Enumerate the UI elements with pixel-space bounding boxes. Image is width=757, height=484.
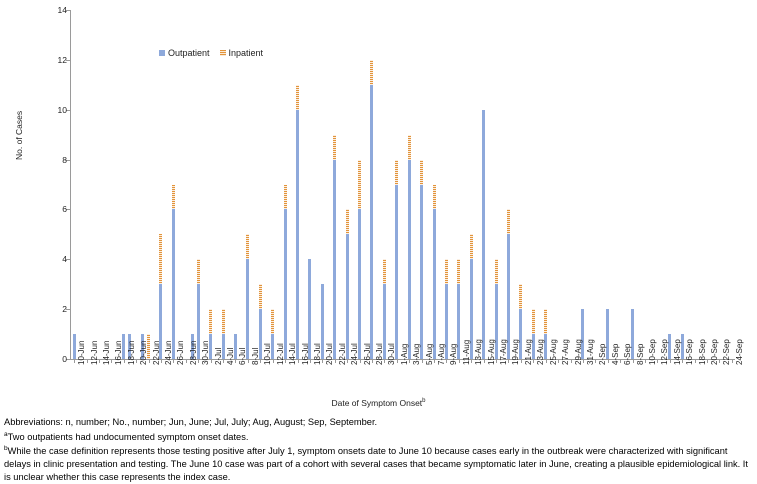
y-axis-tick-label: 2	[62, 304, 67, 315]
x-axis-tick	[434, 359, 435, 363]
x-axis-tick-label: 8-Sep	[635, 343, 645, 365]
x-axis-title	[0, 398, 757, 408]
x-axis-tick-label: 6-Sep	[623, 343, 633, 365]
x-axis-tick-label: 18-Sep	[697, 339, 707, 365]
bar-segment-inpatient	[172, 185, 175, 210]
bar-segment-inpatient	[457, 259, 460, 284]
bar-segment-outpatient	[408, 160, 411, 359]
bar-segment-outpatient	[246, 259, 249, 359]
x-axis-tick-label: 16-Jun	[114, 340, 124, 365]
bar-segment-inpatient	[259, 284, 262, 309]
bar-segment-outpatient	[333, 160, 336, 359]
bar-segment-inpatient	[346, 209, 349, 234]
bar	[296, 85, 299, 359]
bar	[482, 110, 485, 359]
x-axis-tick	[310, 359, 311, 363]
x-axis-tick	[583, 359, 584, 363]
x-axis-title-text: Date of Symptom Onset	[331, 398, 423, 408]
x-axis-tick-label: 30-Jun	[201, 340, 211, 365]
x-axis-tick	[149, 359, 150, 363]
x-axis-tick-label: 17-Aug	[499, 339, 509, 365]
x-axis-tick	[496, 359, 497, 363]
x-axis-tick-label: 16-Jul	[300, 343, 310, 365]
x-axis-tick-label: 28-Jun	[188, 340, 198, 365]
bar-segment-outpatient	[172, 209, 175, 359]
bar-segment-inpatient	[495, 259, 498, 284]
plot-area	[57, 5, 744, 365]
x-axis-tick	[682, 359, 683, 363]
bar-segment-inpatient	[271, 309, 274, 334]
x-axis-tick	[608, 359, 609, 363]
x-axis-tick	[732, 359, 733, 363]
bar-segment-outpatient	[482, 110, 485, 359]
x-axis-tick	[273, 359, 274, 363]
x-axis-tick	[397, 359, 398, 363]
legend-swatch-outpatient-icon	[159, 50, 165, 56]
x-axis-tick	[335, 359, 336, 363]
bar	[408, 135, 411, 359]
bar-segment-outpatient	[296, 110, 299, 359]
bar-segment-inpatient	[383, 259, 386, 284]
bar	[395, 160, 398, 359]
bar	[346, 209, 349, 359]
bar-segment-outpatient	[346, 234, 349, 359]
x-axis-tick-label: 12-Jun	[89, 340, 99, 365]
footnote-a-text: Two outpatients had undocumented symptom onset dates.	[7, 431, 249, 442]
x-axis-tick	[695, 359, 696, 363]
x-axis-tick-label: 24-Sep	[734, 339, 744, 365]
x-axis-tick	[521, 359, 522, 363]
x-axis-tick-label: 20-Sep	[710, 339, 720, 365]
x-axis-tick-label: 20-Jun	[139, 340, 149, 365]
x-axis-tick-label: 29-Aug	[573, 339, 583, 365]
x-axis-tick	[285, 359, 286, 363]
bar-segment-inpatient	[209, 309, 212, 334]
x-axis-tick-label: 10-Jun	[77, 340, 87, 365]
x-axis-tick-label: 7-Aug	[437, 343, 447, 365]
bar	[333, 135, 336, 359]
bar-segment-inpatient	[222, 309, 225, 334]
x-axis-tick-label: 24-Jun	[163, 340, 173, 365]
x-axis-tick	[223, 359, 224, 363]
x-axis-tick	[533, 359, 534, 363]
x-axis-tick-label: 3-Aug	[412, 343, 422, 365]
x-axis-tick-label: 2-Jul	[213, 347, 223, 365]
x-axis-tick-label: 2-Sep	[598, 343, 608, 365]
bar-segment-inpatient	[544, 309, 547, 334]
chart-legend	[159, 48, 263, 58]
bar	[172, 185, 175, 360]
x-axis-tick	[620, 359, 621, 363]
x-axis-tick	[360, 359, 361, 363]
x-axis-tick-label: 10-Jul	[263, 343, 273, 365]
footnote-b	[4, 443, 754, 483]
bar-segment-outpatient	[358, 209, 361, 359]
bar-segment-outpatient	[370, 85, 373, 359]
x-axis-tick-label: 13-Aug	[474, 339, 484, 365]
bar-segment-inpatient	[370, 60, 373, 85]
bar-segment-inpatient	[445, 259, 448, 284]
x-axis-tick	[99, 359, 100, 363]
x-axis-tick	[446, 359, 447, 363]
x-axis-tick-label: 12-Sep	[660, 339, 670, 365]
footnote-b-marker: b	[4, 445, 8, 453]
x-axis-tick-label: 14-Jun	[101, 340, 111, 365]
y-axis-tick-label: 14	[57, 5, 67, 15]
bar-segment-inpatient	[333, 135, 336, 160]
x-axis-tick	[508, 359, 509, 363]
x-axis-tick-label: 18-Jun	[126, 340, 136, 365]
bar-segment-inpatient	[358, 160, 361, 210]
x-axis-tick	[633, 359, 634, 363]
x-axis-tick-label: 16-Sep	[685, 339, 695, 365]
bar	[433, 185, 436, 360]
x-axis-tick	[298, 359, 299, 363]
bar-segment-inpatient	[519, 284, 522, 309]
x-axis-tick	[136, 359, 137, 363]
x-axis-tick-label: 19-Aug	[511, 339, 521, 365]
x-axis-tick-label: 22-Jun	[151, 340, 161, 365]
x-axis-tick-label: 12-Jul	[275, 343, 285, 365]
x-axis-tick-label: 4-Sep	[610, 343, 620, 365]
legend-label-inpatient: Inpatient	[228, 48, 264, 58]
x-axis-tick	[235, 359, 236, 363]
x-axis-tick	[657, 359, 658, 363]
x-axis-tick-label: 21-Aug	[523, 339, 533, 365]
bar	[370, 60, 373, 359]
bar	[358, 160, 361, 359]
x-axis-tick-label: 30-Jul	[387, 343, 397, 365]
x-axis-tick-label: 10-Sep	[648, 339, 658, 365]
bar	[73, 334, 76, 359]
legend-swatch-inpatient-icon	[220, 50, 226, 56]
x-axis-tick	[74, 359, 75, 363]
x-axis-tick-label: 25-Aug	[548, 339, 558, 365]
bar-segment-inpatient	[197, 259, 200, 284]
x-axis-tick	[111, 359, 112, 363]
x-axis-tick	[124, 359, 125, 363]
x-axis-tick-label: 14-Jul	[288, 343, 298, 365]
x-axis-tick	[409, 359, 410, 363]
footnotes	[4, 416, 754, 483]
bar-segment-inpatient	[507, 209, 510, 234]
bar-segment-inpatient	[395, 160, 398, 185]
x-axis-tick-label: 26-Jul	[362, 343, 372, 365]
x-axis-tick	[645, 359, 646, 363]
x-axis-tick	[422, 359, 423, 363]
x-axis-tick	[595, 359, 596, 363]
x-axis-tick-label: 6-Jul	[238, 347, 248, 365]
x-axis-tick	[87, 359, 88, 363]
x-axis-tick-label: 15-Aug	[486, 339, 496, 365]
x-axis-tick-label: 27-Aug	[561, 339, 571, 365]
x-axis-tick	[558, 359, 559, 363]
x-axis-tick-label: 20-Jul	[325, 343, 335, 365]
bar-segment-inpatient	[296, 85, 299, 110]
x-axis-tick	[484, 359, 485, 363]
x-axis-tick	[372, 359, 373, 363]
x-axis-tick	[571, 359, 572, 363]
x-axis-tick-label: 18-Jul	[312, 343, 322, 365]
x-axis-tick	[260, 359, 261, 363]
bar-segment-inpatient	[159, 234, 162, 284]
legend-label-outpatient: Outpatient	[168, 48, 210, 58]
x-axis-tick-label: 24-Jul	[350, 343, 360, 365]
bar	[284, 185, 287, 360]
legend-item-outpatient	[159, 48, 210, 58]
bar-segment-inpatient	[408, 135, 411, 160]
y-axis-tick-label: 10	[57, 104, 67, 115]
x-axis-tick-label: 11-Aug	[461, 339, 471, 365]
x-axis-tick-label: 14-Sep	[672, 339, 682, 365]
y-axis-tick-label: 6	[62, 204, 67, 215]
bar	[246, 234, 249, 359]
bar-series-container	[71, 10, 735, 359]
footnote-abbreviations: Abbreviations: n, number; No., number; Jun, June; Jul, July; Aug, August; Sep, September.	[4, 417, 378, 427]
x-axis-tick	[161, 359, 162, 363]
x-axis-tick	[211, 359, 212, 363]
x-axis-tick-label: 31-Aug	[585, 339, 595, 365]
x-axis-tick	[248, 359, 249, 363]
x-axis-tick	[347, 359, 348, 363]
x-axis-tick	[459, 359, 460, 363]
x-axis-tick-label: 4-Jul	[226, 347, 236, 365]
x-axis-tick	[471, 359, 472, 363]
bar-segment-inpatient	[420, 160, 423, 185]
footnote-b-text: While the case definition represents those testing positive after July 1, symptom onsets date to June 10 because cases early in the outbreak were characterized with significant delays in clinic presentation and testing. The June 10 case was part of a cohort with several cases that became symptomatic later in June, creating a plausible epidemiological link. It is unclear whether this case represents the index case.	[4, 446, 748, 482]
x-axis-tick	[322, 359, 323, 363]
footnote-a	[4, 429, 754, 444]
x-axis-tick-label: 23-Aug	[536, 339, 546, 365]
x-axis-tick	[384, 359, 385, 363]
x-axis-tick	[670, 359, 671, 363]
x-axis-title-superscript: b	[422, 398, 426, 405]
x-axis-tick-label: 26-Jun	[176, 340, 186, 365]
bar-segment-outpatient	[395, 185, 398, 360]
x-axis-tick-label: 5-Aug	[424, 343, 434, 365]
x-axis-tick-label: 28-Jul	[374, 343, 384, 365]
x-axis-tick-label: 1-Aug	[399, 343, 409, 365]
bar-segment-outpatient	[433, 209, 436, 359]
bar	[507, 209, 510, 359]
y-axis-tick-label: 4	[62, 254, 67, 265]
bar-segment-outpatient	[73, 334, 76, 359]
bar-segment-inpatient	[246, 234, 249, 259]
footnote-a-marker: a	[4, 430, 8, 438]
x-axis-tick	[719, 359, 720, 363]
bar-segment-inpatient	[470, 234, 473, 259]
bar-segment-outpatient	[420, 185, 423, 360]
bar-segment-outpatient	[284, 209, 287, 359]
y-axis-title: No. of Cases	[14, 110, 24, 160]
x-axis-tick	[186, 359, 187, 363]
x-axis-tick	[173, 359, 174, 363]
bar-segment-inpatient	[284, 185, 287, 210]
bar	[420, 160, 423, 359]
bar-segment-inpatient	[532, 309, 535, 334]
x-axis-tick-label: 22-Sep	[722, 339, 732, 365]
x-axis-tick-label: 22-Jul	[337, 343, 347, 365]
y-axis-tick-label: 0	[62, 354, 67, 364]
bar-segment-inpatient	[433, 185, 436, 210]
x-axis-tick	[546, 359, 547, 363]
legend-item-inpatient	[220, 48, 264, 58]
x-axis-tick-label: 8-Jul	[250, 347, 260, 365]
x-axis-tick	[198, 359, 199, 363]
x-axis-tick-label: 9-Aug	[449, 343, 459, 365]
y-axis-tick-label: 8	[62, 154, 67, 165]
x-axis-tick	[707, 359, 708, 363]
y-axis-tick-label: 12	[57, 54, 67, 65]
